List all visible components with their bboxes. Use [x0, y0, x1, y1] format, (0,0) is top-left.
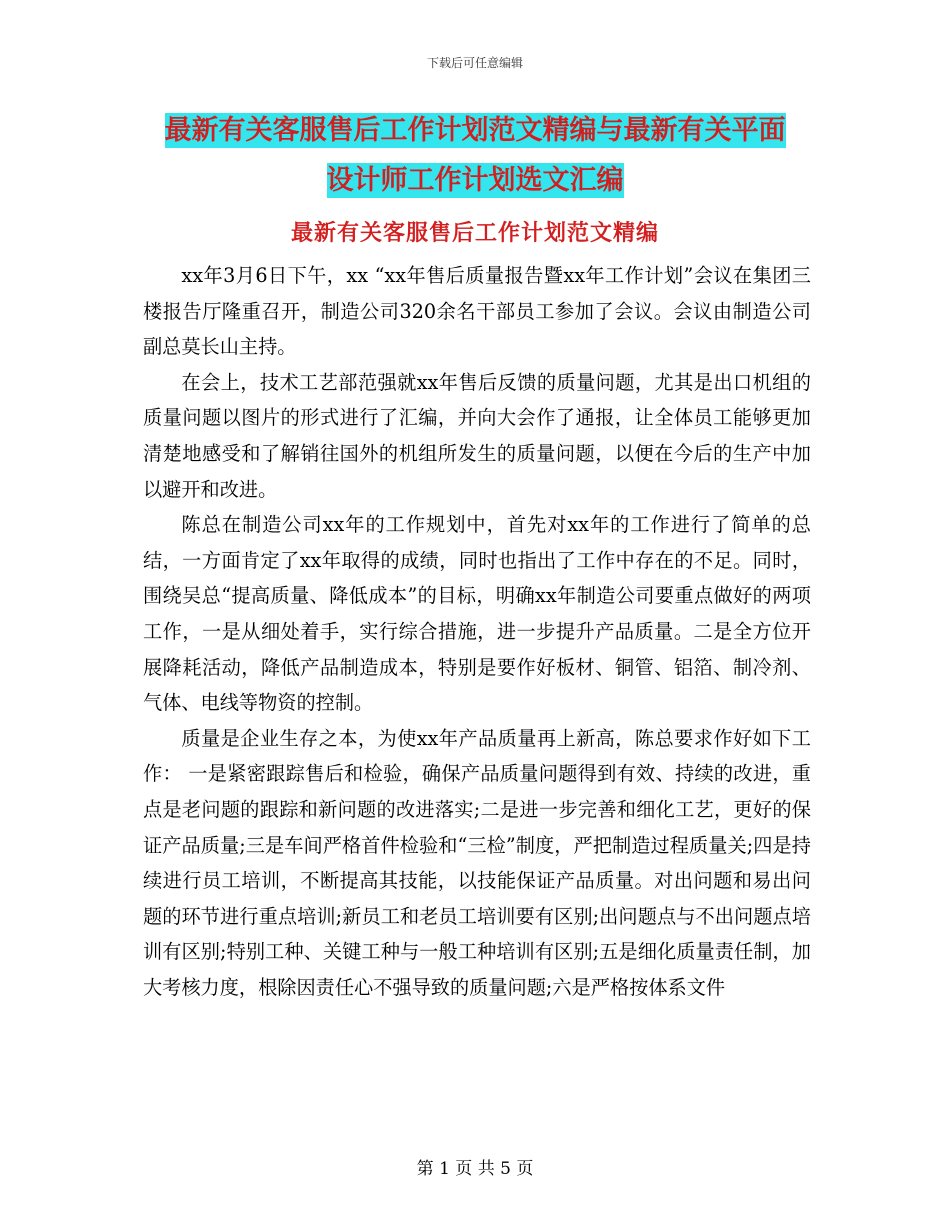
paragraph-3: 陈总在制造公司xx年的工作规划中，首先对xx年的工作进行了简单的总结，一方面肯定了xx年取得的成绩，同时也指出了工作中存在的不足。同时，围绕吴总“提高质量、降低成本”的目标，明确xx年制造公司要重点做好的两项工作，一是从细处着手，实行综合措施，进一步提升产品质量。二是全方位开展降耗活动，降低产品制造成本，特别是要作好板材、铜管、铝箔、制冷剂、气体、电线等物资的控制。: [143, 513, 811, 715]
page-number-footer: 第 1 页 共 5 页: [416, 1159, 534, 1179]
paragraph-4: 质量是企业生存之本，为使xx年产品质量再上新高，陈总要求作好如下工作： 一是紧密跟踪售后和检验，确保产品质量问题得到有效、持续的改进，重点是老问题的跟踪和新问题的改进落实;二是进一步完善和细化工艺，更好的保证产品质量;三是车间严格首件检验和“三检”制度，严把制造过程质量关;四是持续进行员工培训，不断提高其技能，以技能保证产品质量。对出问题和易出问题的环节进行重点培训;新员工和老员工培训要有区别;出问题点与不出问题点培训有区别;特别工种、关键工种与一般工种培训有区别;五是细化质量责任制，加大考核力度，根除因责任心不强导致的质量问题;六是严格按体系文件: [143, 726, 811, 999]
body-text: [143, 258, 811, 1005]
document-title: [100, 106, 850, 206]
section-title: 最新有关客服售后工作计划范文精编: [290, 220, 659, 246]
header-note: 下载后可任意编辑: [426, 56, 523, 70]
document-title-line-2: 设计师工作计划选文汇编: [326, 165, 624, 196]
paragraph-2: 在会上，技术工艺部范强就xx年售后反馈的质量问题，尤其是出口机组的质量问题以图片的形式进行了汇编，并向大会作了通报，让全体员工能够更加清楚地感受和了解销往国外的机组所发生的质量问题，以便在今后的生产中加以避开和改进。: [143, 370, 811, 501]
document-title-line-1: 最新有关客服售后工作计划范文精编与最新有关平面: [164, 115, 786, 146]
paragraph-1: xx年3月6日下午，xx “xx年售后质量报告暨xx年工作计划”会议在集团三楼报告厅隆重召开，制造公司320余名干部员工参加了会议。会议由制造公司副总莫长山主持。: [143, 264, 811, 359]
